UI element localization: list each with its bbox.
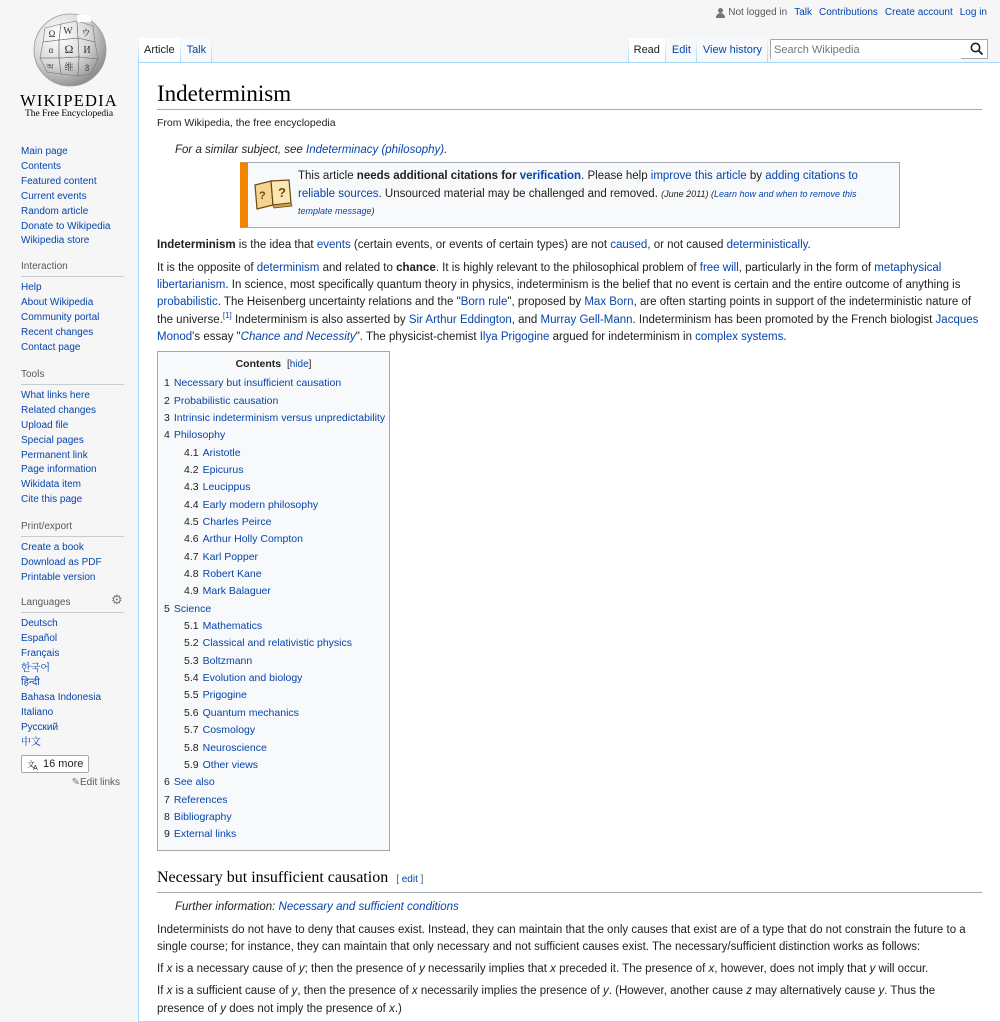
further-link[interactable]: Necessary and sufficient conditions bbox=[278, 900, 459, 913]
toc-link[interactable]: See also bbox=[173, 776, 215, 789]
toc-link[interactable]: Robert Kane bbox=[202, 568, 262, 581]
notice-t1: This article bbox=[298, 170, 357, 182]
toc-number: 4.5 bbox=[184, 516, 199, 529]
s2-e: ; then the presence of bbox=[304, 963, 420, 976]
talk-link[interactable]: Talk bbox=[794, 7, 812, 18]
toc-link[interactable]: Prigogine bbox=[202, 689, 247, 702]
languages-heading-label: Languages bbox=[21, 596, 71, 608]
toc-item[interactable] bbox=[164, 427, 383, 600]
navigation-portal bbox=[21, 145, 124, 249]
sidebar-item-featured-content[interactable]: Featured content bbox=[21, 175, 97, 187]
toc-number: 5.4 bbox=[184, 672, 199, 685]
site-subtitle: From Wikipedia, the free encyclopedia bbox=[157, 117, 336, 129]
s3-i: . (However, another cause bbox=[608, 985, 747, 998]
toc-link[interactable]: Probabilistic causation bbox=[173, 394, 279, 407]
link-metaphysical-libertarianism[interactable]: metaphysical libertarianism bbox=[157, 261, 942, 292]
sidebar-item-store[interactable]: Wikipedia store bbox=[21, 235, 90, 247]
section-edit-close: ] bbox=[417, 873, 424, 885]
toc-number: 5.8 bbox=[184, 741, 199, 754]
p2-u: . Indeterminism has been promoted by the French biologist bbox=[632, 313, 936, 326]
link-caused[interactable]: caused bbox=[610, 238, 648, 251]
toc-toggle[interactable]: [hide] bbox=[286, 359, 312, 371]
interaction-heading: Interaction bbox=[21, 261, 124, 277]
link-free-will[interactable]: free will bbox=[699, 261, 739, 274]
toc-number: 4.7 bbox=[184, 550, 199, 563]
notice-date: (June 2011) bbox=[661, 188, 709, 199]
p2-w: 's essay " bbox=[192, 330, 241, 343]
p2-a: It is the opposite of bbox=[157, 261, 257, 274]
sidebar-item-printable-version[interactable]: Printable version bbox=[21, 571, 96, 583]
toc-subitem[interactable] bbox=[184, 757, 383, 774]
sidebar-item-download-pdf[interactable]: Download as PDF bbox=[21, 557, 102, 569]
toc-link[interactable]: Intrinsic indeterminism versus unpredictability bbox=[173, 411, 386, 424]
toc-link[interactable]: Mark Balaguer bbox=[202, 585, 271, 598]
s3-c: is a sufficient cause of bbox=[172, 985, 292, 998]
hatnote-link[interactable]: Indeterminacy (philosophy) bbox=[306, 144, 445, 156]
s2-h: x bbox=[550, 963, 556, 976]
toc-subitem[interactable] bbox=[184, 445, 383, 462]
toc-link[interactable]: Classical and relativistic physics bbox=[202, 637, 352, 650]
toc-title bbox=[164, 358, 383, 370]
svg-text:?: ? bbox=[278, 185, 286, 201]
p2-d: chance bbox=[396, 261, 436, 274]
s3-j: z bbox=[746, 985, 752, 998]
link-max-born[interactable]: Max Born bbox=[584, 296, 634, 309]
sidebar-item-contents[interactable]: Contents bbox=[21, 160, 62, 172]
improve-article-link[interactable]: improve this article bbox=[650, 170, 747, 182]
sidebar-item-donate[interactable]: Donate to Wikipedia bbox=[21, 220, 111, 232]
hatnote-prefix: For a similar subject, see bbox=[175, 144, 307, 156]
toc-subitem[interactable] bbox=[184, 566, 383, 583]
toc-link[interactable]: Philosophy bbox=[173, 429, 226, 442]
link-chance-and-necessity[interactable]: Chance and Necessity bbox=[240, 330, 356, 343]
s2-c: is a necessary cause of bbox=[172, 963, 299, 976]
toc-subitem[interactable] bbox=[184, 514, 383, 531]
toc-subitem[interactable] bbox=[184, 705, 383, 722]
tab-view-history[interactable]: View history bbox=[697, 38, 768, 62]
toc-subitem[interactable] bbox=[184, 687, 383, 704]
toc-subitem[interactable] bbox=[184, 670, 383, 687]
language-link[interactable]: Русский bbox=[21, 722, 59, 734]
search-input[interactable] bbox=[771, 41, 961, 59]
further-information bbox=[157, 899, 982, 916]
toc-link[interactable]: Necessary but insufficient causation bbox=[173, 377, 342, 390]
s3-d: y bbox=[291, 985, 298, 998]
s3-l: y bbox=[878, 985, 885, 998]
sidebar-item-community-portal[interactable]: Community portal bbox=[21, 312, 100, 324]
p1-b: is the idea that bbox=[235, 238, 317, 251]
toc-number: 2 bbox=[164, 394, 170, 407]
link-probabilistic[interactable]: probabilistic bbox=[157, 296, 218, 309]
toc-link[interactable]: Cosmology bbox=[202, 724, 256, 737]
section-paragraph-3 bbox=[157, 983, 982, 1018]
notice-learn-close: ) bbox=[371, 206, 375, 216]
s2-j: x bbox=[708, 963, 715, 976]
section-heading-label: Necessary but insufficient causation bbox=[157, 868, 389, 886]
more-languages-label: 16 more bbox=[43, 758, 84, 770]
link-determinism[interactable]: determinism bbox=[256, 261, 320, 274]
s3-e: , then the presence of bbox=[297, 985, 412, 998]
intro-paragraph-2 bbox=[157, 260, 982, 346]
language-link[interactable]: 한국어 bbox=[21, 662, 50, 674]
s2-k: , however, does not imply that bbox=[714, 963, 870, 976]
svg-text:?: ? bbox=[259, 190, 266, 203]
toc-number: 7 bbox=[164, 793, 170, 806]
p2-cc: . bbox=[783, 330, 787, 343]
sidebar-item-recent-changes[interactable]: Recent changes bbox=[21, 327, 94, 339]
more-languages-button[interactable] bbox=[21, 755, 89, 773]
notice-text bbox=[294, 165, 895, 224]
learn-remove-link[interactable]: Learn how and when to remove this template message bbox=[298, 188, 857, 216]
namespace-tabs bbox=[138, 38, 212, 62]
toc-number: 4.3 bbox=[184, 481, 199, 494]
sidebar-item-current-events[interactable]: Current events bbox=[21, 190, 87, 202]
language-link[interactable]: हिन्दी bbox=[21, 677, 40, 689]
section-edit-open: [ bbox=[396, 873, 402, 885]
toc-number: 5.5 bbox=[184, 689, 199, 702]
svg-text:文: 文 bbox=[27, 759, 35, 769]
link-events[interactable]: events bbox=[316, 238, 351, 251]
tab-talk[interactable]: Talk bbox=[181, 38, 213, 62]
s3-m: . Thus the presence of bbox=[157, 985, 936, 1015]
sidebar-item-contact-page[interactable]: Contact page bbox=[21, 341, 81, 353]
toc-item[interactable] bbox=[164, 601, 383, 774]
print-export-portal bbox=[21, 521, 124, 586]
notice-learn-open: ( bbox=[708, 188, 714, 199]
toc-subitem[interactable] bbox=[184, 722, 383, 739]
toc-link[interactable]: Charles Peirce bbox=[202, 516, 272, 529]
s2-m: will occur. bbox=[875, 963, 929, 976]
sidebar-item-create-book[interactable]: Create a book bbox=[21, 542, 84, 554]
s2-f: y bbox=[419, 963, 425, 976]
interaction-portal bbox=[21, 261, 124, 356]
language-link[interactable]: Français bbox=[21, 647, 60, 659]
contributions-link[interactable]: Contributions bbox=[819, 7, 878, 18]
svg-text:W: W bbox=[63, 26, 73, 37]
pencil-icon: ✎ bbox=[71, 777, 80, 788]
s2-a: If bbox=[157, 963, 167, 976]
p1-h: . bbox=[807, 238, 811, 251]
toc-number: 5.3 bbox=[184, 654, 199, 667]
s3-g: necessarily implies the presence of bbox=[417, 985, 603, 998]
toc-link[interactable]: External links bbox=[173, 828, 237, 841]
s2-i: preceded it. The presence of bbox=[555, 963, 709, 976]
translate-icon bbox=[27, 759, 39, 770]
sidebar-item-permanent-link[interactable]: Permanent link bbox=[21, 449, 88, 461]
toc-link[interactable]: Aristotle bbox=[202, 446, 241, 459]
edit-links[interactable] bbox=[21, 777, 120, 788]
section-paragraph-1: Indeterminists do not have to deny that causes exist. Instead, they can maintain that the only causes that exist are of a type that do not constrain the future to a single course; for instance, they can maintain that only necessary and not sufficient causes exist. The necessary/sufficient distinction works as follows: bbox=[157, 923, 966, 953]
toc-link[interactable]: Karl Popper bbox=[202, 550, 259, 563]
further-prefix: Further information: bbox=[175, 900, 279, 913]
toc-subitem[interactable] bbox=[184, 549, 383, 566]
notice-t6: by bbox=[746, 170, 766, 182]
p2-m: ", proposed by bbox=[507, 296, 585, 309]
p1-a: Indeterminism bbox=[157, 238, 236, 251]
language-link[interactable]: Español bbox=[21, 632, 58, 644]
svg-text:ウ: ウ bbox=[81, 28, 91, 38]
p1-f: , or not caused bbox=[647, 238, 727, 251]
sidebar-item-main-page[interactable]: Main page bbox=[21, 146, 68, 157]
p2-c: and related to bbox=[319, 261, 397, 274]
toc-link[interactable]: Mathematics bbox=[202, 620, 263, 633]
p2-i: . In science, most specifically quantum theory in physics, indeterminism is the belief that no event is certain and the entire outcome of anything is bbox=[225, 279, 961, 292]
toc-number: 4.2 bbox=[184, 464, 199, 476]
p2-q: Indeterminism is also asserted by bbox=[231, 313, 409, 326]
p2-aa: argued for indeterminism in bbox=[549, 330, 696, 343]
toc-subitem[interactable] bbox=[184, 635, 383, 652]
p1-d: (certain events, or events of certain types) are not bbox=[350, 238, 611, 251]
svg-text:Ω: Ω bbox=[64, 42, 74, 56]
svg-text:অ: অ bbox=[46, 62, 54, 71]
create-account-link[interactable]: Create account bbox=[884, 7, 953, 18]
toc-item[interactable] bbox=[164, 410, 386, 427]
s3-a: If bbox=[157, 985, 167, 998]
toc-number: 6 bbox=[164, 776, 170, 789]
toc-number: 4.9 bbox=[184, 585, 199, 598]
link-gell-mann[interactable]: Murray Gell-Mann bbox=[540, 313, 633, 326]
toc-item[interactable] bbox=[164, 375, 383, 392]
toc-subitem[interactable] bbox=[184, 740, 383, 757]
user-icon bbox=[716, 8, 725, 18]
link-jacques-monod[interactable]: Jacques Monod bbox=[157, 313, 979, 343]
language-link[interactable]: Italiano bbox=[21, 707, 54, 719]
toc-number: 4.4 bbox=[184, 498, 199, 511]
tab-article[interactable]: Article bbox=[138, 38, 181, 62]
sidebar-item-what-links-here[interactable]: What links here bbox=[21, 389, 90, 401]
content-area bbox=[138, 62, 1000, 1022]
toc-link[interactable]: Leucippus bbox=[202, 481, 251, 494]
table-of-contents bbox=[157, 351, 390, 850]
hatnote bbox=[157, 144, 982, 156]
s2-l: y bbox=[869, 963, 876, 976]
page-title: Indeterminism bbox=[157, 79, 982, 110]
svg-text:维: 维 bbox=[64, 62, 74, 72]
personal-tools bbox=[709, 7, 987, 18]
notice-t4: . Please help bbox=[581, 170, 651, 182]
p2-k: . The Heisenberg uncertainty relations and the " bbox=[217, 296, 461, 309]
toc-link[interactable]: Bibliography bbox=[173, 810, 232, 823]
toc-title-label: Contents bbox=[235, 358, 282, 371]
not-logged-in-label: Not logged in bbox=[728, 7, 788, 18]
view-tabs bbox=[628, 38, 768, 62]
s2-d: y bbox=[298, 963, 305, 976]
toc-item[interactable] bbox=[164, 826, 383, 843]
toc-item[interactable] bbox=[164, 792, 383, 809]
p2-g: , particularly in the form of bbox=[738, 261, 875, 274]
search-box bbox=[770, 39, 988, 59]
globe-icon bbox=[31, 12, 109, 88]
s3-h: y bbox=[603, 985, 609, 998]
sidebar-item-special-pages[interactable]: Special pages bbox=[21, 434, 84, 446]
citation-1[interactable]: [1] bbox=[222, 310, 232, 320]
link-complex-systems[interactable]: complex systems bbox=[695, 330, 784, 343]
toc-number: 5.1 bbox=[184, 620, 199, 633]
notice-t8: . Unsourced material may be challenged and removed. bbox=[378, 187, 662, 200]
toc-subitem[interactable] bbox=[184, 462, 383, 479]
toc-subitem[interactable] bbox=[184, 618, 383, 635]
logo-tagline: The Free Encyclopedia bbox=[24, 109, 114, 119]
toc-item[interactable] bbox=[164, 809, 383, 826]
intro-paragraph-1 bbox=[157, 237, 982, 254]
toc-number: 5.9 bbox=[184, 758, 199, 771]
sidebar-item-page-information[interactable]: Page information bbox=[21, 464, 97, 476]
not-logged-in bbox=[716, 7, 787, 18]
adding-citations-link[interactable]: adding citations to reliable sources bbox=[298, 170, 858, 200]
toc-number: 5.6 bbox=[184, 706, 199, 719]
toc-link[interactable]: Epicurus bbox=[202, 464, 244, 476]
citation-needed-notice bbox=[240, 162, 900, 228]
sidebar bbox=[0, 145, 138, 788]
toc-link[interactable]: Evolution and biology bbox=[202, 672, 303, 685]
sidebar-item-related-changes[interactable]: Related changes bbox=[21, 404, 97, 416]
section-edit bbox=[396, 874, 423, 885]
svg-text:Ω: Ω bbox=[48, 29, 56, 39]
link-eddington[interactable]: Sir Arthur Eddington bbox=[408, 313, 512, 326]
languages-portal bbox=[21, 591, 124, 788]
s3-b: x bbox=[166, 985, 173, 998]
toc-item[interactable] bbox=[164, 774, 383, 791]
toc-link[interactable]: Boltzmann bbox=[202, 654, 253, 667]
toc-item[interactable] bbox=[164, 393, 383, 410]
p2-e: . It is highly relevant to the philosophical problem of bbox=[435, 261, 700, 274]
svg-text:A: A bbox=[33, 764, 38, 770]
sidebar-item-about[interactable]: About Wikipedia bbox=[21, 297, 94, 309]
tools-portal bbox=[21, 369, 124, 508]
hatnote-suffix: . bbox=[444, 144, 448, 156]
sidebar-item-upload-file[interactable]: Upload file bbox=[21, 419, 69, 431]
s2-b: x bbox=[166, 963, 173, 976]
toc-number: 4.8 bbox=[184, 568, 199, 581]
section-heading bbox=[157, 868, 982, 893]
language-link[interactable]: 中文 bbox=[21, 737, 41, 749]
tab-edit[interactable]: Edit bbox=[666, 38, 697, 62]
svg-text:ɑ: ɑ bbox=[48, 45, 54, 55]
s3-o: does not imply the presence of bbox=[226, 1002, 390, 1015]
notice-t2: needs additional citations for bbox=[356, 170, 520, 182]
s2-g: necessarily implies that bbox=[424, 963, 551, 976]
toc-number: 4.1 bbox=[184, 446, 199, 459]
link-born-rule[interactable]: Born rule bbox=[460, 296, 508, 309]
toc-link[interactable]: Neuroscience bbox=[202, 741, 267, 754]
edit-links-label: Edit links bbox=[79, 777, 120, 788]
toc-number: 4 bbox=[164, 429, 170, 442]
sidebar-item-help[interactable]: Help bbox=[21, 282, 42, 294]
svg-text:И: И bbox=[83, 45, 91, 56]
toc-link[interactable]: Science bbox=[173, 602, 212, 615]
toc-link[interactable]: References bbox=[173, 793, 228, 806]
toc-number: 5.2 bbox=[184, 637, 199, 650]
s3-n: y bbox=[220, 1002, 227, 1015]
p2-y: ". The physicist-chemist bbox=[355, 330, 480, 343]
s3-k: may alternatively cause bbox=[751, 985, 879, 998]
logo-wordmark: WIKIPEDIA bbox=[20, 91, 118, 110]
toc-sublist bbox=[184, 445, 383, 601]
toc-link[interactable]: Early modern philosophy bbox=[202, 498, 319, 511]
tools-heading: Tools bbox=[21, 369, 124, 385]
section-edit-link[interactable]: edit bbox=[401, 873, 418, 885]
toc-subitem[interactable] bbox=[184, 653, 383, 670]
toc-sublist bbox=[184, 618, 383, 774]
toc-number: 5 bbox=[164, 602, 170, 615]
sidebar-item-cite-this-page[interactable]: Cite this page bbox=[21, 494, 83, 506]
toc-link[interactable]: Other views bbox=[202, 758, 259, 771]
sidebar-item-random-article[interactable]: Random article bbox=[21, 205, 89, 217]
toc-number: 9 bbox=[164, 828, 170, 841]
toc-number: 8 bbox=[164, 810, 170, 823]
link-ilya-prigogine[interactable]: Ilya Prigogine bbox=[479, 330, 550, 343]
s3-f: x bbox=[411, 985, 418, 998]
toc-subitem[interactable] bbox=[184, 497, 383, 514]
toc-subitem[interactable] bbox=[184, 479, 383, 496]
svg-text:ვ: ვ bbox=[84, 62, 90, 71]
p2-s: , and bbox=[511, 313, 541, 326]
sidebar-item-wikidata-item[interactable]: Wikidata item bbox=[21, 479, 82, 491]
question-book-icon bbox=[252, 177, 294, 211]
toc-subitem[interactable] bbox=[184, 531, 383, 548]
s3-q: .) bbox=[394, 1002, 402, 1015]
toc-number: 4.6 bbox=[184, 533, 199, 546]
verification-link[interactable]: verification bbox=[519, 170, 582, 182]
tab-read[interactable]: Read bbox=[628, 38, 666, 62]
languages-heading bbox=[21, 591, 124, 613]
s3-p: x bbox=[389, 1002, 395, 1015]
log-in-link[interactable]: Log in bbox=[959, 7, 987, 18]
search-icon[interactable] bbox=[969, 41, 985, 57]
wikipedia-logo[interactable] bbox=[0, 0, 138, 130]
toc-number: 5.7 bbox=[184, 724, 199, 737]
gear-icon[interactable]: ⚙ bbox=[111, 591, 123, 607]
toc-subitem[interactable] bbox=[184, 583, 383, 600]
toc-list bbox=[164, 375, 386, 843]
language-link[interactable]: Deutsch bbox=[21, 617, 58, 629]
section-paragraph-2 bbox=[157, 961, 982, 978]
language-link[interactable]: Bahasa Indonesia bbox=[21, 692, 102, 704]
link-deterministically[interactable]: deterministically bbox=[726, 238, 808, 251]
p2-o: , are often starting points in support of the indeterministic nature of the universe. bbox=[157, 296, 972, 326]
toc-hide-link[interactable]: hide bbox=[289, 359, 309, 371]
toc-link[interactable]: Quantum mechanics bbox=[202, 706, 299, 719]
toc-link[interactable]: Arthur Holly Compton bbox=[202, 533, 303, 546]
toc-number: 1 bbox=[164, 377, 170, 390]
toc-number: 3 bbox=[164, 411, 170, 424]
print-export-heading: Print/export bbox=[21, 521, 124, 537]
